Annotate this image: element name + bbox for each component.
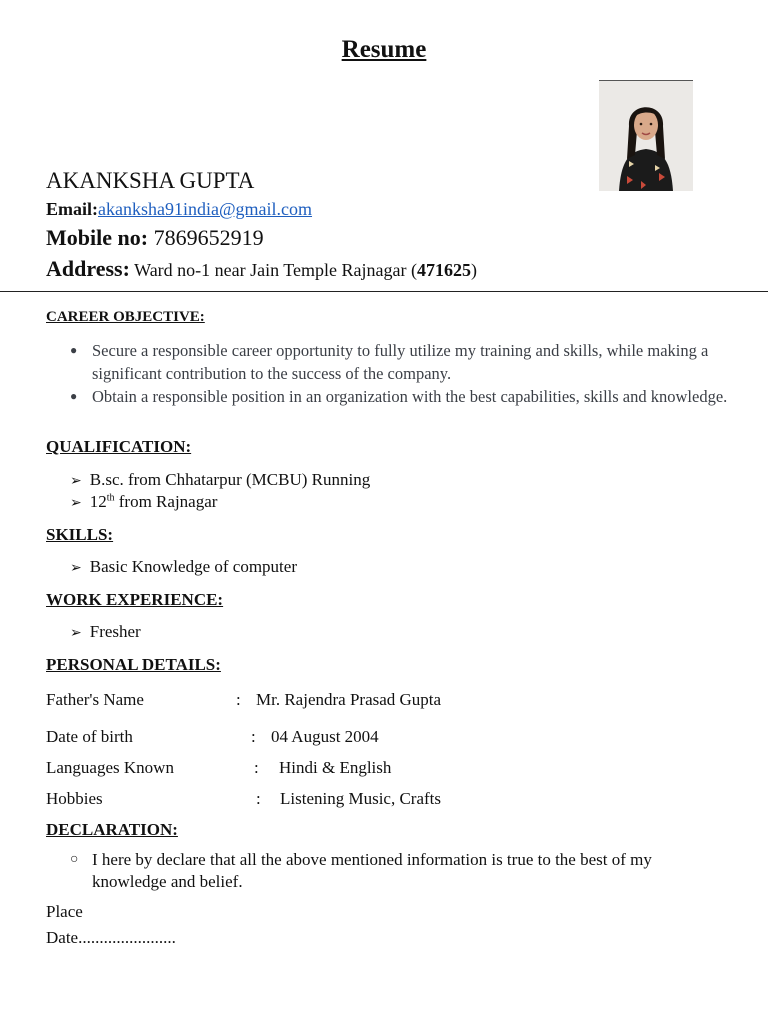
date-label: Date.......................	[46, 928, 176, 947]
address-text: Ward no-1 near Jain Temple Rajnagar (	[134, 260, 417, 280]
personal-label: Languages Known	[46, 758, 174, 777]
hollow-bullet-icon: ○	[70, 852, 79, 867]
declaration-text: I here by declare that all the above mentioned information is true to the best of my knowledge and belief.	[92, 850, 652, 891]
email-link[interactable]: akanksha91india@gmail.com	[98, 199, 313, 219]
mobile-line	[46, 225, 264, 251]
personal-sep: :	[236, 690, 241, 709]
declaration-item	[70, 849, 720, 893]
qualification-item	[70, 470, 370, 490]
qualification-item-sup: th	[106, 492, 115, 504]
skills-heading: SKILLS:	[46, 525, 114, 544]
personal-sep: :	[256, 789, 261, 808]
personal-row-languages	[46, 758, 606, 782]
qualification-item-num: 12	[89, 492, 107, 511]
work-experience-heading: WORK EXPERIENCE:	[46, 590, 224, 609]
bullet-icon: ●	[70, 343, 78, 357]
bullet-icon: ●	[70, 389, 78, 403]
personal-label: Hobbies	[46, 789, 103, 808]
arrow-bullet-icon: ➢	[70, 561, 82, 576]
personal-label: Date of birth	[46, 727, 133, 746]
document-title: Resume	[341, 36, 427, 63]
address-pin: 471625	[417, 260, 471, 280]
personal-value: Mr. Rajendra Prasad Gupta	[256, 690, 442, 709]
work-item-text: Fresher	[89, 622, 141, 641]
career-item-text: Secure a responsible career opportunity to fully utilize my training and skills, while making a significant contribution to the success of the company.	[92, 341, 709, 383]
place-label: Place	[46, 902, 83, 921]
profile-photo-image	[599, 81, 693, 191]
qualification-item	[70, 492, 217, 512]
personal-value: Listening Music, Crafts	[280, 789, 442, 808]
personal-sep: :	[251, 727, 256, 746]
arrow-bullet-icon: ➢	[70, 496, 82, 511]
personal-label: Father's Name	[46, 690, 144, 709]
career-item	[70, 385, 730, 408]
personal-row-dob	[46, 727, 606, 751]
arrow-bullet-icon: ➢	[70, 626, 82, 641]
address-line	[46, 256, 477, 282]
arrow-bullet-icon: ➢	[70, 474, 82, 489]
address-label: Address:	[46, 256, 130, 281]
email-line	[46, 199, 312, 220]
declaration-heading: DECLARATION:	[46, 820, 178, 839]
personal-details-heading: PERSONAL DETAILS:	[46, 655, 221, 674]
career-objective-heading: CAREER OBJECTIVE:	[46, 309, 205, 325]
personal-value: Hindi & English	[279, 758, 392, 777]
profile-photo	[599, 80, 693, 191]
email-label: Email:	[46, 199, 98, 219]
personal-value: 04 August 2004	[271, 727, 379, 746]
mobile-number: 7869652919	[153, 225, 264, 250]
personal-sep: :	[254, 758, 259, 777]
skills-item	[70, 557, 297, 577]
career-item-text: Obtain a responsible position in an organization with the best capabilities, skills and knowledge.	[92, 387, 728, 406]
skills-item-text: Basic Knowledge of computer	[89, 557, 297, 576]
personal-row-hobbies	[46, 789, 606, 813]
qualification-item-text: B.sc. from Chhatarpur (MCBU) Running	[89, 470, 371, 489]
candidate-name: AKANKSHA GUPTA	[46, 168, 255, 193]
work-item	[70, 622, 141, 642]
mobile-label: Mobile no:	[46, 225, 149, 250]
career-item	[70, 339, 730, 385]
qualification-item-rest: from Rajnagar	[114, 492, 218, 511]
header-divider	[0, 291, 768, 292]
qualification-heading: QUALIFICATION:	[46, 437, 192, 456]
address-close: )	[471, 260, 477, 280]
personal-row-father	[46, 690, 606, 714]
